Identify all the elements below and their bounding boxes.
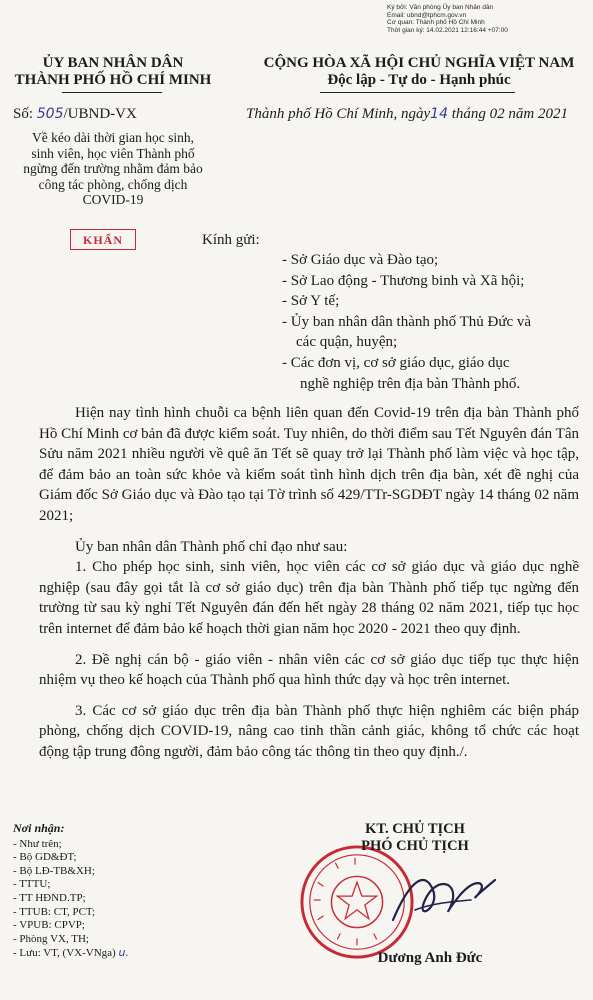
date-prefix: Thành phố Hồ Chí Minh, ngày: [246, 106, 431, 122]
national-title: CỘNG HÒA XÃ HỘI CHỦ NGHĨA VIỆT NAM: [263, 55, 575, 71]
subject-line: Về kéo dài thời gian học sinh,: [32, 130, 194, 145]
sig-line: Thời gian ký: 14.02.2021 12:16:44 +07:00: [387, 26, 508, 34]
distribution-list: [13, 822, 253, 961]
recipient-item: các quận, huyện;: [296, 334, 398, 351]
date-rest: tháng 02 năm 2021: [448, 106, 568, 122]
signer-name: Dương Anh Đức: [377, 950, 483, 966]
recipient-item: - Các đơn vị, cơ sở giáo dục, giáo dục: [282, 354, 510, 371]
distribution-item: - Như trên;: [13, 837, 62, 850]
number-prefix: Số:: [13, 106, 34, 122]
body-paragraph: Ủy ban nhân dân Thành phố chỉ đạo như sau:: [75, 538, 348, 555]
signer-title: [320, 821, 510, 855]
subject-line: ngừng đến trường nhằm đảm bảo: [23, 161, 203, 176]
subject-block: [0, 130, 226, 208]
subject-line: sinh viên, học viên Thành phố: [31, 145, 195, 161]
national-motto: Độc lập - Tự do - Hạnh phúc: [327, 72, 511, 88]
distribution-hand-mark: u.: [118, 946, 129, 960]
document-date: [246, 106, 568, 123]
subject-line: COVID-19: [82, 192, 144, 207]
sig-line: Ký bởi: Văn phòng Ủy ban Nhân dân: [387, 4, 494, 11]
subject-line: công tác phòng, chống dịch: [38, 176, 188, 192]
number-suffix: /UBND-VX: [63, 106, 137, 122]
urgent-stamp: KHẨN: [70, 229, 136, 250]
body-paragraph: 3. Các cơ sở giáo dục trên địa bàn Thành phố thực hiện nghiêm các biện pháp phòng, chống dịch COVID-19, nâng cao tinh thần cảnh giác, không tổ chức các hoạt động tập trung đông người, đảm bảo công tác thông tin theo quy định./.: [39, 702, 579, 760]
motto-underline: [320, 92, 515, 93]
recipient-list: [282, 250, 582, 394]
recipient-item: nghề nghiệp trên địa bàn Thành phố.: [300, 375, 521, 392]
digital-signature-block: [387, 4, 585, 34]
issuer-header: [0, 55, 226, 89]
document-body: [39, 403, 579, 763]
distribution-item: - Bộ GD&ĐT;: [13, 851, 77, 864]
sig-line: Email: ubnd@tphcm.gov.vn: [387, 11, 467, 19]
handwritten-signature: [385, 860, 505, 935]
issuer-line1: ỦY BAN NHÂN DÂN: [42, 55, 184, 71]
recipient-item: - Sở Lao động - Thương binh và Xã hội;: [282, 272, 525, 289]
body-paragraph: Hiện nay tình hình chuỗi ca bệnh liên quan đến Covid-19 trên địa bàn Thành phố Hồ Chí Minh cơ bản đã được kiểm soát. Tuy nhiên, do thời điểm sau Tết Nguyên đán Tân Sửu năm 2021 nhiều người về quê ăn Tết sẽ quay trở lại Thành phố làm việc và học tập, để đảm bảo an toàn sức khỏe và kiểm soát tình hình dịch trên địa bàn, xét đề nghị của Giám đốc Sở Giáo dục và Đào tạo tại Tờ trình số 429/TTr-SGDĐT ngày 14 tháng 02 năm 2021;: [39, 405, 579, 524]
distribution-item: - VPUB: CPVP;: [13, 919, 85, 932]
distribution-item: - TT HĐND.TP;: [13, 891, 86, 904]
distribution-item: - TTUB: CT, PCT;: [13, 905, 96, 918]
issuer-line2: THÀNH PHỐ HỒ CHÍ MINH: [14, 72, 212, 88]
distribution-item: - Lưu: VT, (VX-VNga): [13, 947, 116, 960]
distribution-item: - Bộ LĐ-TB&XH;: [13, 864, 95, 877]
sig-line: Cơ quan: Thành phố Hồ Chí Minh: [387, 19, 485, 27]
body-paragraph: 2. Đề nghị cán bộ - giáo viên - nhân viên các cơ sở giáo dục tiếp tục thực hiện nhiệm vụ theo kế hoạch của Thành phố qua hình thức dạy và học trên internet.: [39, 651, 579, 689]
recipient-item: - Ủy ban nhân dân thành phố Thủ Đức và: [282, 313, 532, 330]
distribution-item: - TTTU;: [13, 878, 51, 891]
distribution-item: - Phòng VX, TH;: [13, 932, 89, 945]
signer-line2: PHÓ CHỦ TỊCH: [361, 838, 469, 854]
body-paragraph: 1. Cho phép học sinh, sinh viên, học viên các cơ sở giáo dục và giáo dục nghề nghiệp (sau đây gọi tắt là cơ sở giáo dục) trên địa bàn Thành phố tiếp tục ngừng đến trường từ sau kỳ nghỉ Tết Nguyên đán đến hết ngày 28 tháng 02 năm 2021, tiếp tục học trên internet để đảm bảo kế hoạch thời gian năm học 2020 - 2021 theo quy định.: [39, 559, 579, 637]
number-handwritten: 505: [36, 106, 64, 122]
recipient-item: - Sở Giáo dục và Đào tạo;: [282, 252, 439, 268]
recipient-item: - Sở Y tế;: [282, 293, 340, 310]
issuer-underline: [62, 92, 162, 93]
date-day-handwritten: 14: [430, 106, 448, 122]
to-label: Kính gửi:: [202, 232, 260, 248]
distribution-title: Nơi nhận:: [13, 821, 65, 835]
signer-line1: KT. CHỦ TỊCH: [365, 821, 465, 837]
document-number: [13, 106, 137, 123]
national-header: [246, 55, 592, 89]
